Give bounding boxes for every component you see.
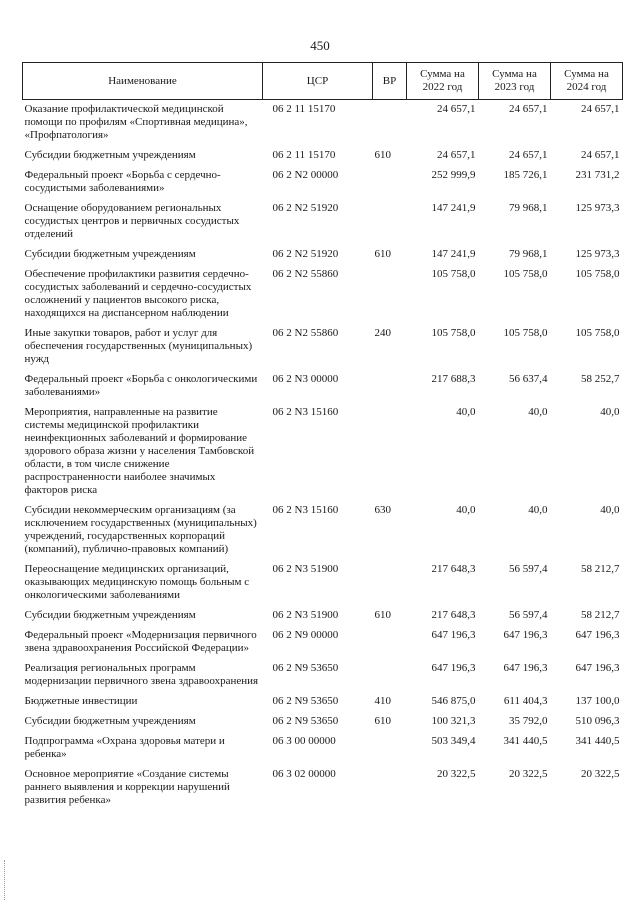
cell-name: Субсидии некоммерческим организациям (за исключением государственных (муниципальных) учреждений, государственных корпораций (компаний), публично-правовых компаний) [24, 504, 257, 555]
cell-sum-2024: 20 322,5 [581, 768, 620, 780]
cell-csr: 06 3 00 00000 [272, 735, 336, 747]
cell-vr: 610 [374, 149, 391, 161]
cell-vr: 240 [374, 327, 391, 339]
table-row [23, 501, 623, 560]
cell-csr: 06 3 02 00000 [272, 768, 336, 780]
cell-name: Субсидии бюджетным учреждениям [24, 149, 196, 161]
cell-sum-2023: 611 404,3 [503, 695, 548, 707]
table-body [23, 100, 623, 812]
header-sum-2022: Сумма на 2022 год [407, 63, 479, 100]
cell-name: Оказание профилактической медицинской помощи по профилям «Спортивная медицина», «Профпатология» [24, 103, 248, 141]
cell-vr [373, 659, 407, 692]
cell-name: Мероприятия, направленные на развитие системы медицинской профилактики неинфекционных заболеваний и формирование здорового образа жизни у населения Тамбовской области, в том числе снижение распространенности наиболее значимых факторов риска [24, 406, 255, 496]
cell-sum-2023: 647 196,3 [503, 629, 548, 641]
cell-sum-2024: 58 212,7 [581, 563, 620, 575]
cell-sum-2023: 79 968,1 [509, 248, 548, 260]
cell-sum-2023: 20 322,5 [509, 768, 548, 780]
cell-csr: 06 2 11 15170 [272, 149, 336, 161]
cell-csr: 06 2 N2 51920 [272, 202, 339, 214]
cell-sum-2023: 105 758,0 [503, 268, 548, 280]
table-row [23, 146, 623, 166]
cell-vr [373, 403, 407, 501]
cell-vr [373, 732, 407, 765]
cell-sum-2024: 58 212,7 [581, 609, 620, 621]
cell-name: Иные закупки товаров, работ и услуг для обеспечения государственных (муниципальных) нужд [24, 327, 253, 365]
cell-csr: 06 2 N2 55860 [272, 268, 339, 280]
cell-name: Субсидии бюджетным учреждениям [24, 248, 196, 260]
cell-csr: 06 2 N9 53650 [272, 695, 339, 707]
table-row [23, 403, 623, 501]
table-header-row [23, 63, 623, 100]
cell-sum-2023: 40,0 [528, 406, 548, 418]
cell-sum-2023: 24 657,1 [509, 103, 548, 115]
cell-sum-2023: 341 440,5 [503, 735, 548, 747]
cell-sum-2022: 217 648,3 [431, 563, 476, 575]
table-row [23, 199, 623, 245]
cell-csr: 06 2 N3 51900 [272, 563, 339, 575]
cell-vr [373, 626, 407, 659]
cell-sum-2023: 56 597,4 [509, 563, 548, 575]
cell-sum-2022: 100 321,3 [431, 715, 476, 727]
cell-sum-2023: 185 726,1 [503, 169, 548, 181]
cell-sum-2024: 231 731,2 [575, 169, 620, 181]
table-row [23, 370, 623, 403]
cell-csr: 06 2 N3 15160 [272, 504, 339, 516]
cell-sum-2024: 24 657,1 [581, 103, 620, 115]
cell-sum-2023: 35 792,0 [509, 715, 548, 727]
cell-name: Переоснащение медицинских организаций, оказывающих медицинскую помощь больным с онкологическими заболеваниями [24, 563, 250, 601]
cell-sum-2024: 105 758,0 [575, 268, 620, 280]
cell-sum-2024: 105 758,0 [575, 327, 620, 339]
cell-sum-2024: 40,0 [600, 504, 620, 516]
cell-sum-2022: 24 657,1 [437, 149, 476, 161]
cell-csr: 06 2 N2 55860 [272, 327, 339, 339]
table-row [23, 324, 623, 370]
cell-sum-2024: 510 096,3 [575, 715, 620, 727]
cell-name: Субсидии бюджетным учреждениям [24, 609, 196, 621]
cell-csr: 06 2 N9 00000 [272, 629, 339, 641]
table-row [23, 100, 623, 147]
table-row [23, 692, 623, 712]
table-row [23, 732, 623, 765]
cell-csr: 06 2 N2 51920 [272, 248, 339, 260]
cell-sum-2023: 40,0 [528, 504, 548, 516]
cell-sum-2023: 647 196,3 [503, 662, 548, 674]
cell-sum-2022: 147 241,9 [431, 248, 476, 260]
cell-name: Федеральный проект «Борьба с сердечно-сосудистыми заболеваниями» [24, 169, 221, 194]
cell-sum-2022: 105 758,0 [431, 327, 476, 339]
table-row [23, 166, 623, 199]
cell-name: Федеральный проект «Борьба с онкологическими заболеваниями» [24, 373, 258, 398]
cell-sum-2023: 56 597,4 [509, 609, 548, 621]
cell-name: Обеспечение профилактики развития сердечно-сосудистых заболеваний и сердечно-сосудистых осложнений у пациентов высокого риска, находящихся на диспансерном наблюдении [24, 268, 252, 319]
cell-vr [373, 100, 407, 147]
cell-sum-2022: 217 688,3 [431, 373, 476, 385]
table-row [23, 560, 623, 606]
cell-sum-2022: 546 875,0 [431, 695, 476, 707]
cell-name: Подпрограмма «Охрана здоровья матери и ребенка» [24, 735, 225, 760]
cell-csr: 06 2 N9 53650 [272, 715, 339, 727]
cell-vr [373, 265, 407, 324]
cell-sum-2024: 58 252,7 [581, 373, 620, 385]
cell-sum-2022: 40,0 [456, 504, 476, 516]
header-csr: ЦСР [263, 63, 373, 100]
cell-name: Оснащение оборудованием региональных сосудистых центров и первичных сосудистых отделений [24, 202, 240, 240]
cell-sum-2023: 24 657,1 [509, 149, 548, 161]
cell-csr: 06 2 11 15170 [272, 103, 336, 115]
cell-sum-2024: 137 100,0 [575, 695, 620, 707]
cell-sum-2022: 24 657,1 [437, 103, 476, 115]
cell-sum-2024: 40,0 [600, 406, 620, 418]
cell-vr [373, 370, 407, 403]
cell-sum-2022: 147 241,9 [431, 202, 476, 214]
table-row [23, 245, 623, 265]
cell-vr [373, 166, 407, 199]
cell-sum-2023: 56 637,4 [509, 373, 548, 385]
cell-vr: 610 [374, 715, 391, 727]
cell-sum-2024: 647 196,3 [575, 662, 620, 674]
table-row [23, 765, 623, 811]
cell-sum-2023: 105 758,0 [503, 327, 548, 339]
cell-vr: 610 [374, 609, 391, 621]
cell-vr [373, 560, 407, 606]
cell-csr: 06 2 N2 00000 [272, 169, 339, 181]
header-sum-2024: Сумма на 2024 год [551, 63, 623, 100]
cell-name: Федеральный проект «Модернизация первичного звена здравоохранения Российской Федерации» [24, 629, 257, 654]
cell-vr: 610 [374, 248, 391, 260]
cell-sum-2024: 125 973,3 [575, 248, 620, 260]
margin-mark [4, 860, 6, 900]
table-row [23, 626, 623, 659]
header-name: Наименование [23, 63, 263, 100]
cell-sum-2022: 503 349,4 [431, 735, 476, 747]
cell-sum-2022: 217 648,3 [431, 609, 476, 621]
cell-sum-2022: 105 758,0 [431, 268, 476, 280]
table-row [23, 712, 623, 732]
cell-sum-2022: 20 322,5 [437, 768, 476, 780]
header-sum-2023: Сумма на 2023 год [479, 63, 551, 100]
cell-csr: 06 2 N9 53650 [272, 662, 339, 674]
table-row [23, 606, 623, 626]
cell-name: Реализация региональных программ модернизации первичного звена здравоохранения [24, 662, 259, 687]
cell-vr: 630 [374, 504, 391, 516]
cell-sum-2024: 24 657,1 [581, 149, 620, 161]
cell-vr [373, 199, 407, 245]
cell-name: Основное мероприятие «Создание системы раннего выявления и коррекции нарушений развития ребенка» [24, 768, 230, 806]
budget-table [22, 62, 623, 811]
cell-sum-2022: 647 196,3 [431, 629, 476, 641]
cell-sum-2022: 40,0 [456, 406, 476, 418]
cell-sum-2023: 79 968,1 [509, 202, 548, 214]
table-row [23, 659, 623, 692]
cell-sum-2022: 252 999,9 [431, 169, 476, 181]
cell-vr: 410 [374, 695, 391, 707]
cell-sum-2024: 647 196,3 [575, 629, 620, 641]
cell-csr: 06 2 N3 51900 [272, 609, 339, 621]
cell-sum-2024: 341 440,5 [575, 735, 620, 747]
cell-sum-2022: 647 196,3 [431, 662, 476, 674]
table-row [23, 265, 623, 324]
cell-vr [373, 765, 407, 811]
cell-csr: 06 2 N3 15160 [272, 406, 339, 418]
page-number: 450 [310, 38, 330, 53]
cell-name: Бюджетные инвестиции [24, 695, 138, 707]
header-vr: ВР [373, 63, 407, 100]
cell-sum-2024: 125 973,3 [575, 202, 620, 214]
cell-csr: 06 2 N3 00000 [272, 373, 339, 385]
cell-name: Субсидии бюджетным учреждениям [24, 715, 196, 727]
